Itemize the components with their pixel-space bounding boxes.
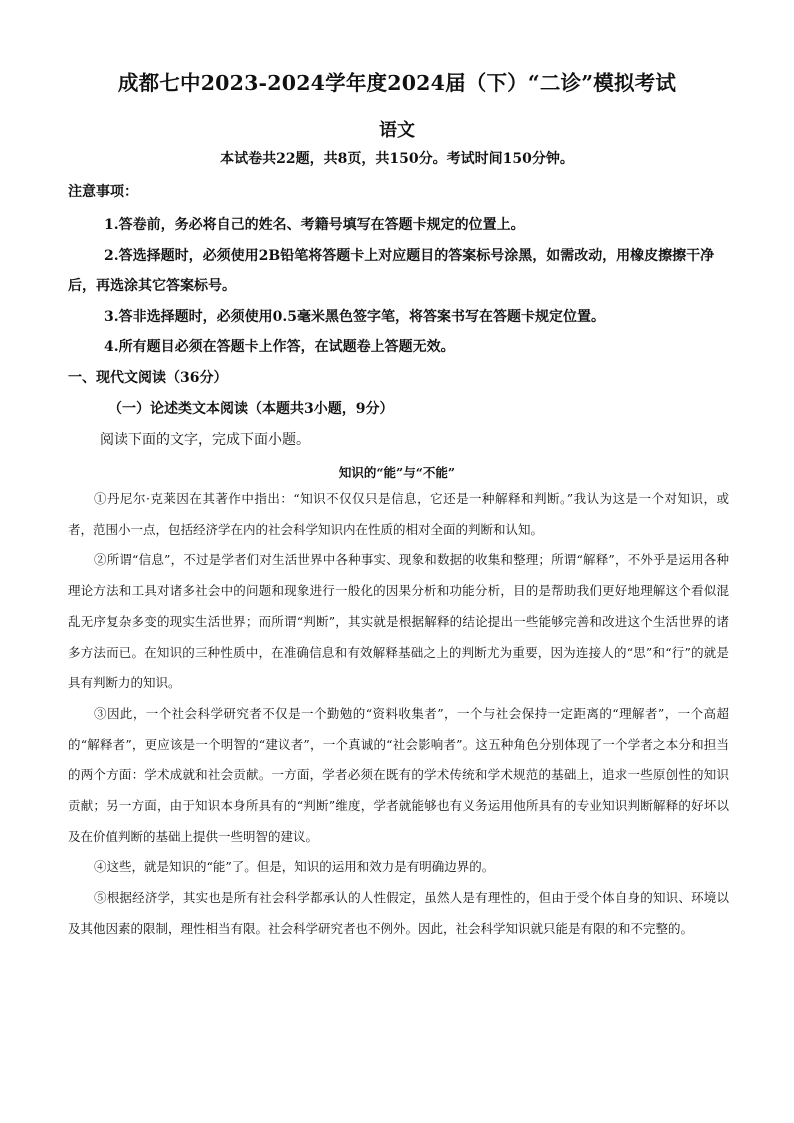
section-heading: 一、现代文阅读（36分）	[68, 370, 228, 386]
exam-intro: 本试卷共22题，共8页，共150分。考试时间150分钟。	[220, 151, 574, 167]
article-paragraph: ②所谓“信息”，不过是学者们对生活世界中各种事实、现象和数据的收集和整理；所谓“解释”，不外乎是运用各种理论方法和工具对诸多社会中的问题和现象进行一般化的因果分析和功能分析，目的是帮助我们更好地理解这个看似混乱无序复杂多变的现实生活世界；而所谓“判断”，其实就是根据解释的结论提出一些能够完善和改进这个生活世界的诸多方法而已。在知识的三种性质中，在准确信息和有效解释基础之上的判断尤为重要，因为连接人的“思”和“行”的就是具有判断力的知识。	[68, 552, 729, 691]
notice-item: 4.所有题目必须在答题卡上作答，在试题卷上答题无效。	[104, 339, 455, 355]
notice-heading: 注意事项：	[68, 184, 138, 200]
article-paragraph: ④这些，就是知识的“能”了。但是，知识的运用和效力是有明确边界的。	[94, 859, 495, 875]
article-body	[68, 484, 729, 945]
article-paragraph: ①丹尼尔·克莱因在其著作中指出：“知识不仅仅只是信息，它还是一种解释和判断。”我认为这是一个对知识，或者，范围小一点，包括经济学在内的社会科学知识内在性质的相对全面的判断和认知。	[68, 491, 729, 537]
reading-instruction: 阅读下面的文字，完成下面小题。	[100, 432, 310, 448]
exam-title: 成都七中2023-2024学年度2024届（下）“二诊”模拟考试	[117, 71, 677, 95]
notice-item: 2.答选择题时，必须使用2B铅笔将答题卡上对应题目的答案标号涂黑，如需改动，用橡皮擦擦干净后，再选涂其它答案标号。	[68, 247, 715, 294]
article-paragraph: ③因此，一个社会科学研究者不仅是一个勤勉的“资料收集者”，一个与社会保持一定距离的“理解者”，一个高超的“解释者”，更应该是一个明智的“建议者”，一个真诚的“社会影响者”。这五种角色分别体现了一个学者之本分和担当的两个方面：学术成就和社会贡献。一方面，学者必须在既有的学术传统和学术规范的基础上，追求一些原创性的知识贡献；另一方面，由于知识本身所具有的“判断”维度，学者就能够也有义务运用他所具有的专业知识判断解释的好坏以及在价值判断的基础上提供一些明智的建议。	[68, 705, 729, 844]
notice-list	[68, 210, 728, 363]
subject-title: 语文	[379, 120, 415, 141]
subsection-heading: （一）论述类文本阅读（本题共3小题，9分）	[108, 401, 394, 417]
article-paragraph: ⑤根据经济学，其实也是所有社会科学都承认的人性假定，虽然人是有理性的，但由于受个体自身的知识、环境以及其他因素的限制，理性相当有限。社会科学研究者也不例外。因此，社会科学知识就只能是有限的和不完整的。	[68, 890, 729, 936]
notice-item: 1.答卷前，务必将自己的姓名、考籍号填写在答题卡规定的位置上。	[104, 217, 525, 233]
notice-item: 3.答非选择题时，必须使用0.5毫米黑色签字笔，将答案书写在答题卡规定位置。	[104, 308, 605, 325]
article-title: 知识的“能”与“不能”	[338, 465, 456, 480]
